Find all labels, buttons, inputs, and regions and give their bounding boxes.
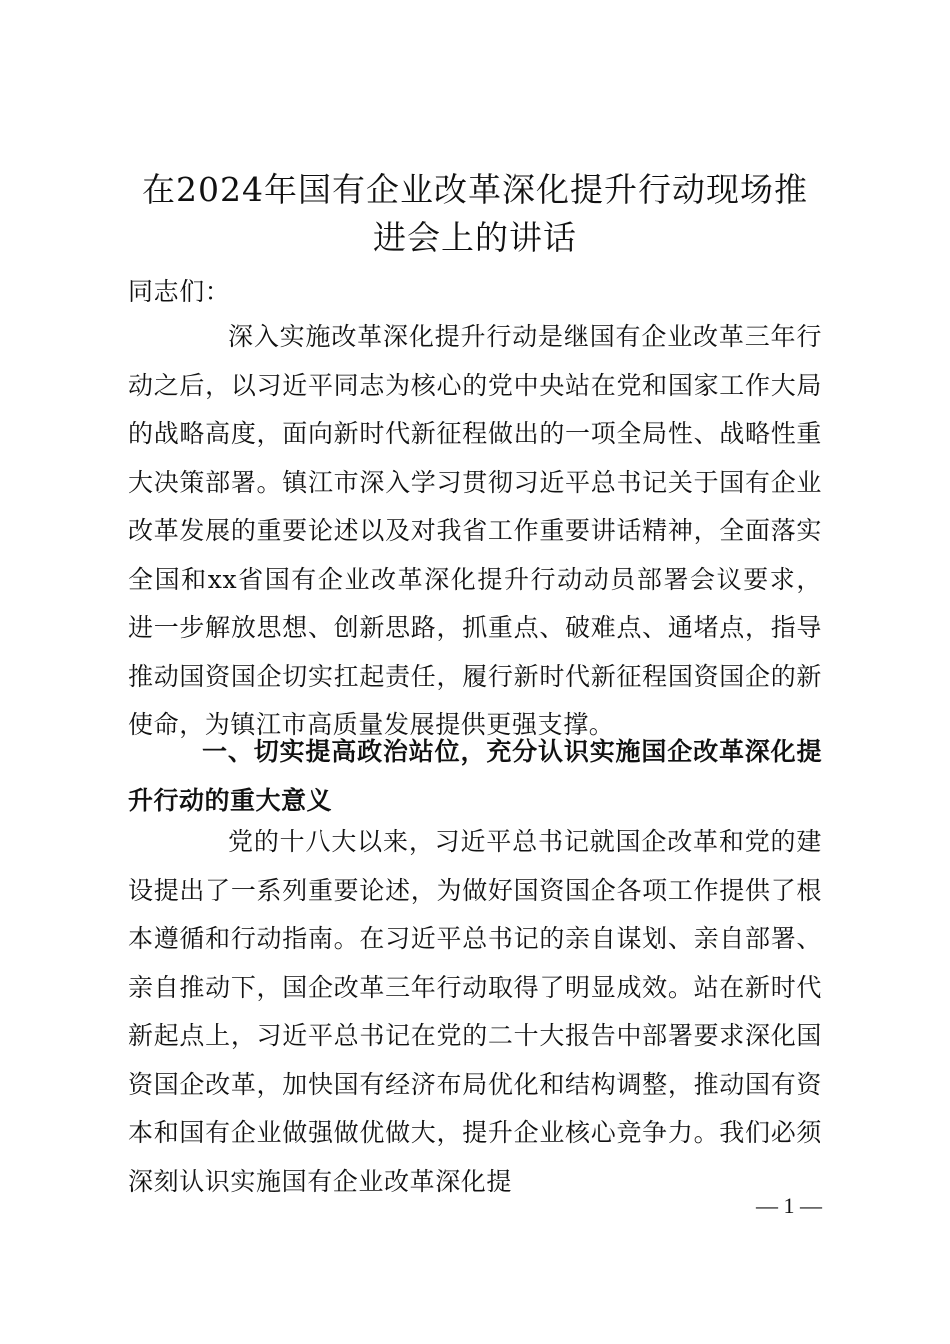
salutation: 同志们： [128,277,231,306]
paragraph-section-1: 党的十八大以来，习近平总书记就国企改革和党的建设提出了一系列重要论述，为做好国资国企各项工作提供了根本遵循和行动指南。在习近平总书记的亲自谋划、亲自部署、亲自推动下，国企改革三年行动取得了明显成效。站在新时代新起点上，习近平总书记在党的二十大报告中部署要求深化国资国企改革，加快国有经济布局优化和结构调整，推动国有资本和国有企业做强做优做大，提升企业核心竞争力。我们必须深刻认识实施国有企业改革深化提 [128,827,822,1196]
paragraph-intro: 深入实施改革深化提升行动是继国有企业改革三年行动之后，以习近平同志为核心的党中央站在党和国家工作大局的战略高度，面向新时代新征程做出的一项全局性、战略性重大决策部署。镇江市深入学习贯彻习近平总书记关于国有企业改革发展的重要论述以及对我省工作重要讲话精神，全面落实全国和xx省国有企业改革深化提升行动动员部署会议要求，进一步解放思想、创新思路，抓重点、破难点、通堵点，指导推动国资国企切实扛起责任，履行新时代新征程国资国企的新使命，为镇江市高质量发展提供更强支撑。 [128,322,822,739]
document-title: 在2024年国有企业改革深化提升行动现场推进会上的讲话 [142,170,808,257]
section-heading-1: 一、切实提高政治站位，充分认识实施国企改革深化提升行动的重大意义 [128,737,822,815]
page-number: — 1 — [756,1193,822,1218]
